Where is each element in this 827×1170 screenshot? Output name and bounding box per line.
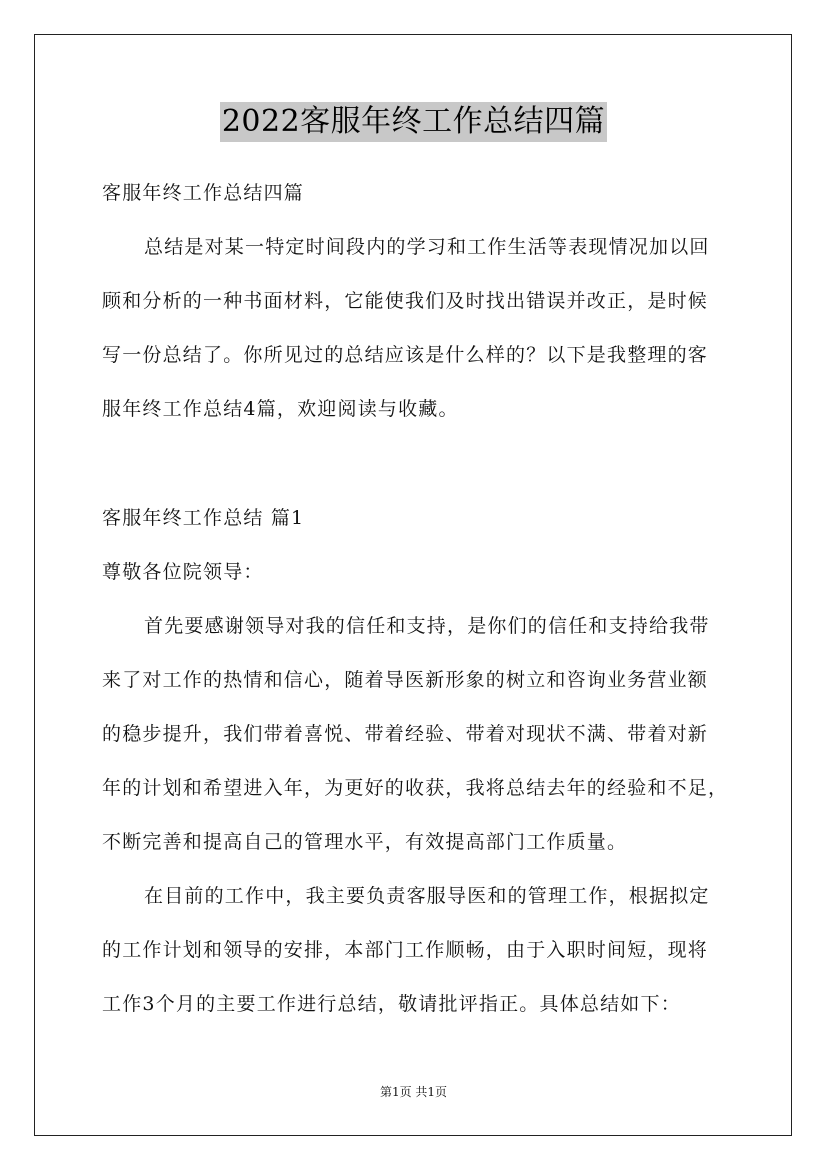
paragraph-line: 不断完善和提高自己的管理水平，有效提高部门工作质量。	[102, 831, 628, 853]
paragraph-line: 工作3个月的主要工作进行总结，敬请批评指正。具体总结如下：	[102, 993, 681, 1015]
paragraph-line: 的工作计划和领导的安排，本部门工作顺畅，由于入职时间短，现将	[102, 939, 709, 961]
paragraph-line: 首先要感谢领导对我的信任和支持，是你们的信任和支持给我带	[144, 615, 710, 637]
salutation: 尊敬各位院领导：	[102, 561, 264, 583]
paragraph-line: 顾和分析的一种书面材料，它能使我们及时找出错误并改正，是时候	[102, 290, 709, 312]
title-container	[0, 102, 827, 142]
paragraph-line: 总结是对某一特定时间段内的学习和工作生活等表现情况加以回	[144, 236, 710, 258]
document-title: 2022客服年终工作总结四篇	[220, 102, 607, 142]
paragraph-line: 服年终工作总结4篇，欢迎阅读与收藏。	[102, 398, 459, 420]
page-number-footer: 第1页 共1页	[379, 1085, 448, 1099]
paragraph-line: 在目前的工作中，我主要负责客服导医和的管理工作，根据拟定	[144, 885, 710, 907]
subtitle-line: 客服年终工作总结四篇	[102, 182, 305, 204]
section-heading: 客服年终工作总结 篇1	[102, 507, 305, 529]
paragraph-line: 年的计划和希望进入年，为更好的收获，我将总结去年的经验和不足，	[102, 777, 729, 799]
paragraph-line: 的稳步提升，我们带着喜悦、带着经验、带着对现状不满、带着对新	[102, 723, 709, 745]
paragraph-line: 来了对工作的热情和信心，随着导医新形象的树立和咨询业务营业额	[102, 669, 709, 691]
paragraph-line: 写一份总结了。你所见过的总结应该是什么样的？以下是我整理的客	[102, 344, 709, 366]
